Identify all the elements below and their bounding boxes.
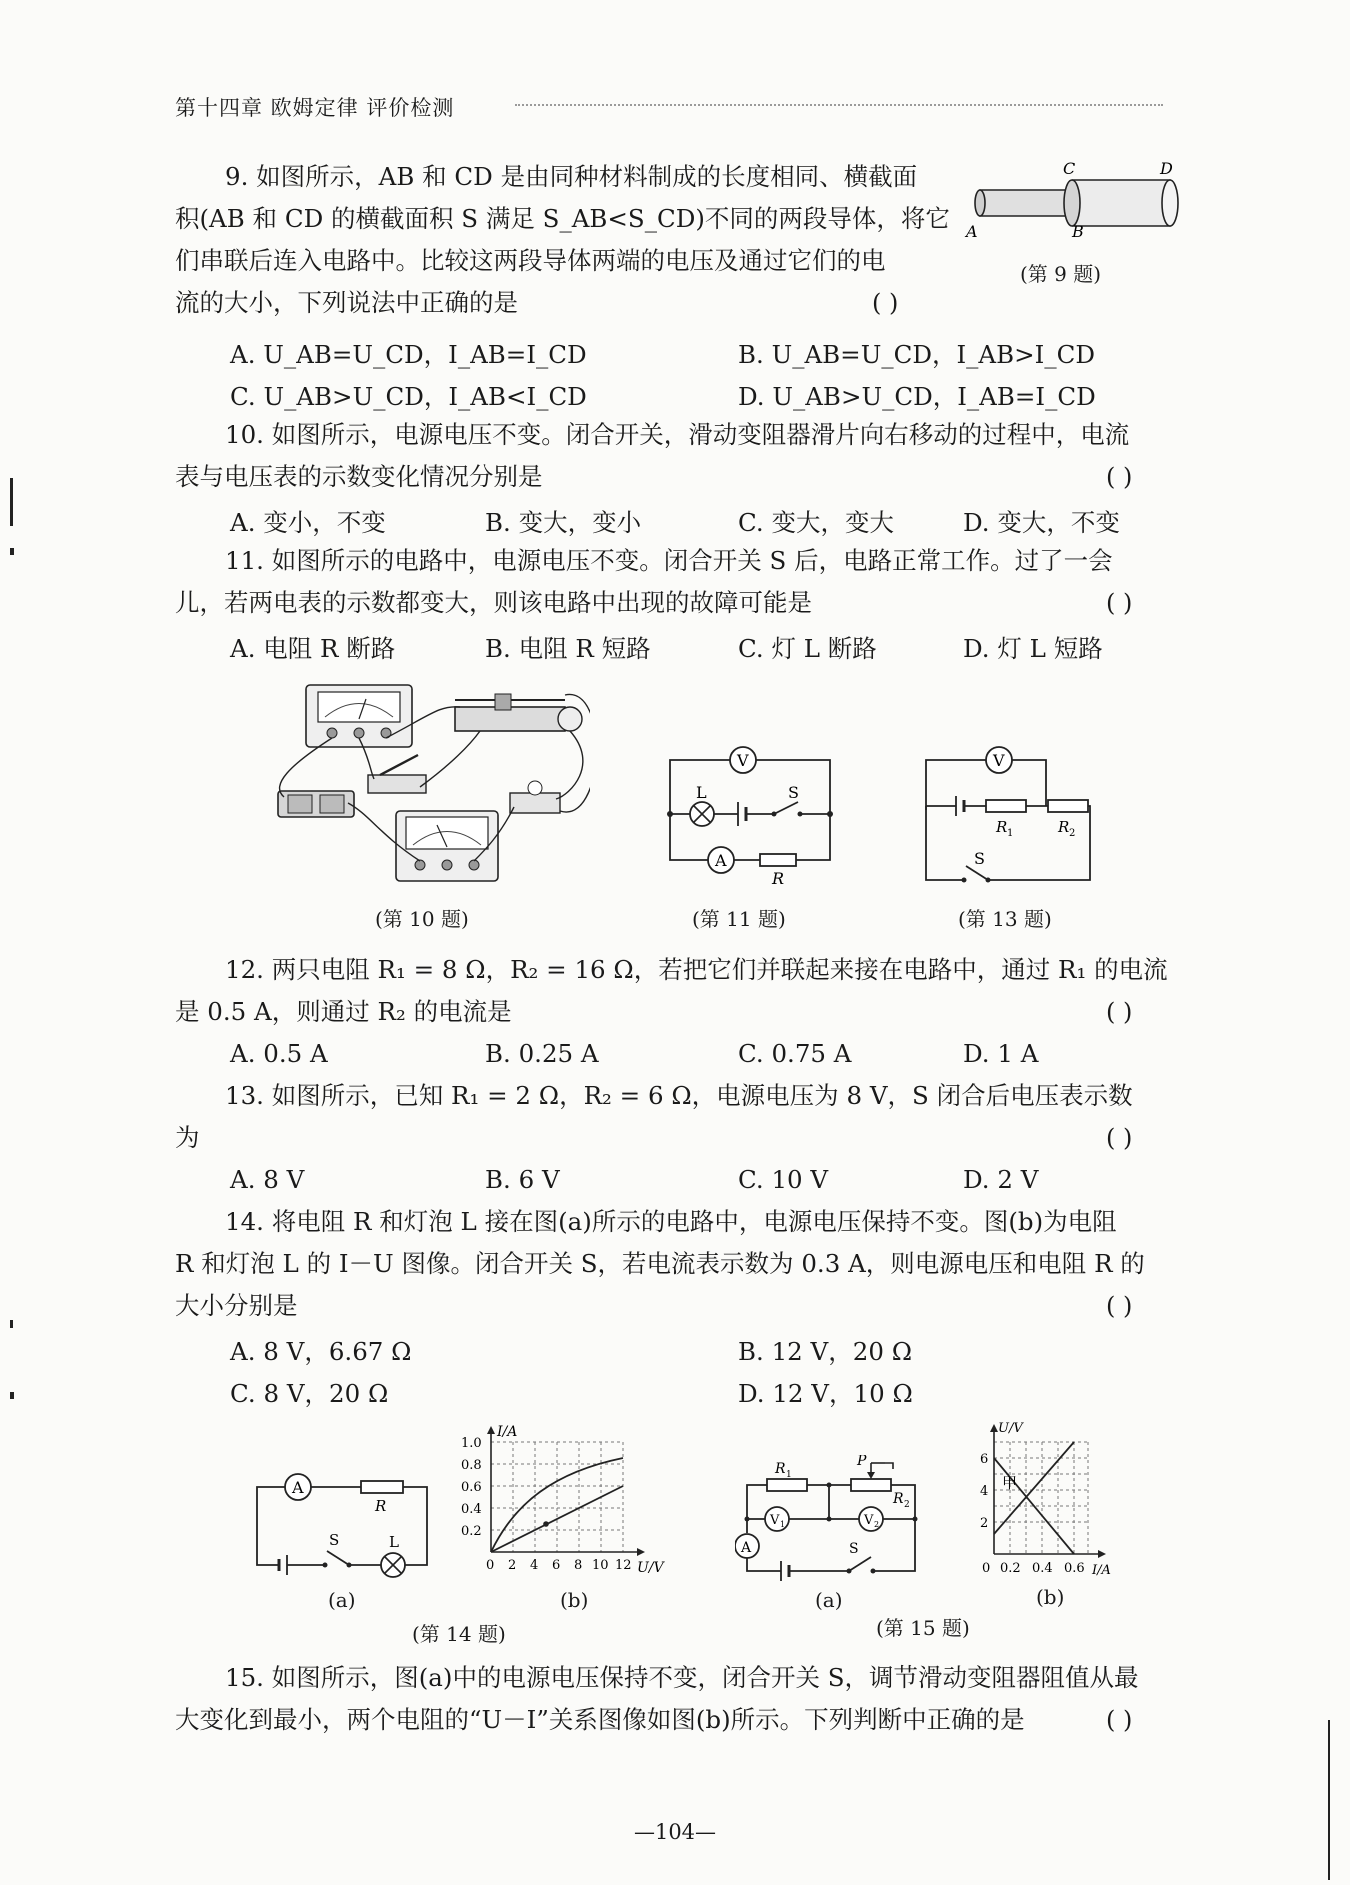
q9-line-1: 9. 如图所示，AB 和 CD 是由同种材料制成的长度相同、横截面 [225, 162, 918, 191]
q15-curve-label: 甲 [1002, 1474, 1018, 1492]
q14-xtick: 4 [530, 1558, 539, 1573]
q15-switch-label: S [849, 1541, 859, 1557]
q14-subcaption-b: (b) [560, 1588, 589, 1612]
q10-answer-paren: ( ) [1106, 463, 1133, 491]
q9-label-a: A [966, 222, 978, 241]
q15-r1-subscript: 1 [786, 1470, 792, 1480]
q13-circuit-figure [918, 740, 1098, 890]
q10-line-2: 表与电压表的示数变化情况分别是 [175, 462, 543, 491]
q11-line-2: 儿，若两电表的示数都变大，则该电路中出现的故障可能是 [175, 588, 812, 617]
q13-option-d: D. 2 V [963, 1165, 1039, 1194]
q14-line-1: 14. 将电阻 R 和灯泡 L 接在图(a)所示的电路中，电源电压保持不变。图(b)为电阻 [225, 1207, 1117, 1236]
q13-r2-label: R [1058, 818, 1070, 836]
q11-option-a: A. 电阻 R 断路 [230, 634, 396, 663]
q9-option-d: D. U_AB>U_CD，I_AB=I_CD [738, 382, 1096, 411]
q14-ytick: 0.6 [461, 1480, 482, 1495]
q14-xtick: 2 [508, 1558, 517, 1573]
q14-ytick: 0.4 [461, 1502, 482, 1517]
q13-option-b: B. 6 V [485, 1165, 560, 1194]
q9-label-b: B [1072, 222, 1084, 241]
q11-option-c: C. 灯 L 断路 [738, 634, 877, 663]
q14-y-axis-label: I/A [497, 1424, 518, 1440]
q11-answer-paren: ( ) [1106, 589, 1133, 617]
q15-line-2: 大变化到最小，两个电阻的“U－I”关系图像如图(b)所示。下列判断中正确的是 [175, 1705, 1025, 1734]
q15-circuit-figure [735, 1455, 930, 1585]
q15-v2-label: V [864, 1513, 874, 1528]
q12-option-d: D. 1 A [963, 1039, 1039, 1068]
q11-switch-label: S [788, 783, 799, 802]
q12-line-1: 12. 两只电阻 R₁ = 8 Ω，R₂ = 16 Ω，若把它们并联起来接在电路中，通过 R₁ 的电流 [225, 955, 1168, 984]
q14-x-axis-label: U/V [637, 1560, 664, 1576]
q15-y-axis-label: U/V [998, 1421, 1023, 1436]
q10-caption: (第 10 题) [375, 907, 469, 931]
q15-ytick: 6 [980, 1452, 989, 1467]
q13-answer-paren: ( ) [1106, 1124, 1133, 1152]
q12-option-a: A. 0.5 A [230, 1039, 328, 1068]
q14-option-b: B. 12 V，20 Ω [738, 1337, 913, 1366]
q14-xtick: 6 [552, 1558, 561, 1573]
q14-xtick: 10 [592, 1558, 609, 1573]
q14-answer-paren: ( ) [1106, 1292, 1133, 1320]
q14-resistor-label: R [375, 1497, 387, 1515]
q14-ytick: 1.0 [461, 1436, 482, 1451]
q10-line-1: 10. 如图所示，电源电压不变。闭合开关，滑动变阻器滑片向右移动的过程中，电流 [225, 420, 1130, 449]
q15-xtick: 0.6 [1064, 1561, 1085, 1576]
q14-switch-label: S [329, 1531, 340, 1549]
q15-ytick: 2 [980, 1516, 989, 1531]
q15-r2-label: R [893, 1491, 904, 1507]
header-rule [515, 104, 1163, 106]
q15-xtick: 0 [982, 1561, 991, 1576]
q11-lamp-label: L [696, 783, 707, 802]
q15-ammeter-label: A [741, 1540, 752, 1556]
q10-apparatus-figure [270, 675, 590, 890]
q9-caption: (第 9 题) [1020, 262, 1102, 286]
q14-lamp-label: L [389, 1533, 399, 1551]
q9-line-4: 流的大小，下列说法中正确的是 [175, 288, 518, 317]
q13-r1-subscript: 1 [1007, 828, 1014, 839]
q15-xtick: 0.4 [1032, 1561, 1053, 1576]
q14-ammeter-label: A [292, 1478, 304, 1497]
scan-edge-mark [10, 548, 14, 555]
q9-label-d: D [1160, 159, 1173, 178]
q9-option-a: A. U_AB=U_CD，I_AB=I_CD [230, 340, 587, 369]
q15-ytick: 4 [980, 1484, 989, 1499]
chapter-header: 第十四章 欧姆定律 评价检测 [175, 96, 455, 120]
q15-answer-paren: ( ) [1106, 1706, 1133, 1734]
q15-v2-subscript: 2 [874, 1520, 880, 1529]
q14-subcaption-a: (a) [328, 1588, 356, 1612]
q14-ytick: 0.2 [461, 1524, 482, 1539]
q15-x-axis-label: I/A [1092, 1563, 1111, 1578]
q9-answer-paren: ( ) [872, 289, 899, 317]
q15-subcaption-a: (a) [815, 1588, 843, 1612]
q12-option-c: C. 0.75 A [738, 1039, 852, 1068]
q13-voltmeter-label: V [993, 751, 1005, 770]
q9-label-c: C [1063, 159, 1076, 178]
q13-option-c: C. 10 V [738, 1165, 829, 1194]
q14-line-3: 大小分别是 [175, 1291, 298, 1320]
q12-option-b: B. 0.25 A [485, 1039, 599, 1068]
q11-caption: (第 11 题) [692, 907, 786, 931]
q14-circuit-figure [245, 1465, 440, 1585]
q9-option-b: B. U_AB=U_CD，I_AB>I_CD [738, 340, 1095, 369]
q15-v1-subscript: 1 [780, 1520, 786, 1529]
q10-option-d: D. 变大，不变 [963, 508, 1120, 537]
q14-option-d: D. 12 V，10 Ω [738, 1379, 913, 1408]
q10-option-c: C. 变大，变大 [738, 508, 894, 537]
scan-edge-mark [1328, 1720, 1330, 1880]
q14-caption: (第 14 题) [412, 1622, 506, 1646]
q14-option-c: C. 8 V，20 Ω [230, 1379, 389, 1408]
q11-option-d: D. 灯 L 短路 [963, 634, 1103, 663]
q9-line-2: 积(AB 和 CD 的横截面积 S 满足 S_AB<S_CD)不同的两段导体，将它 [175, 204, 950, 233]
q15-ui-graph [968, 1418, 1128, 1578]
q13-r1-label: R [996, 818, 1008, 836]
q12-answer-paren: ( ) [1106, 998, 1133, 1026]
q15-r1-label: R [775, 1461, 786, 1477]
q15-xtick: 0.2 [1000, 1561, 1021, 1576]
q14-xtick: 0 [486, 1558, 495, 1573]
q13-option-a: A. 8 V [230, 1165, 305, 1194]
q13-switch-label: S [974, 849, 985, 868]
q15-subcaption-b: (b) [1036, 1585, 1065, 1609]
q11-voltmeter-label: V [737, 751, 749, 770]
q11-ammeter-label: A [715, 851, 727, 870]
q14-option-a: A. 8 V，6.67 Ω [230, 1337, 412, 1366]
q14-ytick: 0.8 [461, 1458, 482, 1473]
q14-iu-graph [455, 1422, 675, 1587]
q9-option-c: C. U_AB>U_CD，I_AB<I_CD [230, 382, 587, 411]
q14-xtick: 8 [574, 1558, 583, 1573]
page-number: —104— [633, 1820, 717, 1844]
q11-option-b: B. 电阻 R 短路 [485, 634, 651, 663]
q13-line-2: 为 [175, 1123, 200, 1152]
q13-caption: (第 13 题) [958, 907, 1052, 931]
scan-edge-mark [10, 1392, 14, 1399]
scan-edge-mark [10, 1320, 13, 1328]
q11-resistor-label: R [772, 869, 785, 888]
q13-line-1: 13. 如图所示，已知 R₁ = 2 Ω，R₂ = 6 Ω，电源电压为 8 V，S 闭合后电压表示数 [225, 1081, 1133, 1110]
scan-edge-mark [10, 478, 13, 526]
q15-caption: (第 15 题) [876, 1616, 970, 1640]
q14-xtick: 12 [615, 1558, 632, 1573]
q12-line-2: 是 0.5 A，则通过 R₂ 的电流是 [175, 997, 512, 1026]
q10-option-a: A. 变小，不变 [230, 508, 386, 537]
q10-option-b: B. 变大，变小 [485, 508, 642, 537]
q9-conductor-figure [960, 158, 1180, 248]
q15-r2-subscript: 2 [904, 1500, 910, 1510]
q11-circuit-figure [660, 742, 840, 890]
q15-slider-label: P [857, 1455, 867, 1469]
q13-r2-subscript: 2 [1069, 828, 1076, 839]
q11-line-1: 11. 如图所示的电路中，电源电压不变。闭合开关 S 后，电路正常工作。过了一会 [225, 546, 1113, 575]
q14-line-2: R 和灯泡 L 的 I－U 图像。闭合开关 S，若电流表示数为 0.3 A，则电源电压和电阻 R 的 [175, 1249, 1145, 1278]
q15-v1-label: V [770, 1513, 780, 1528]
q15-line-1: 15. 如图所示，图(a)中的电源电压保持不变，闭合开关 S，调节滑动变阻器阻值从最 [225, 1663, 1139, 1692]
q9-line-3: 们串联后连入电路中。比较这两段导体两端的电压及通过它们的电 [175, 246, 886, 275]
